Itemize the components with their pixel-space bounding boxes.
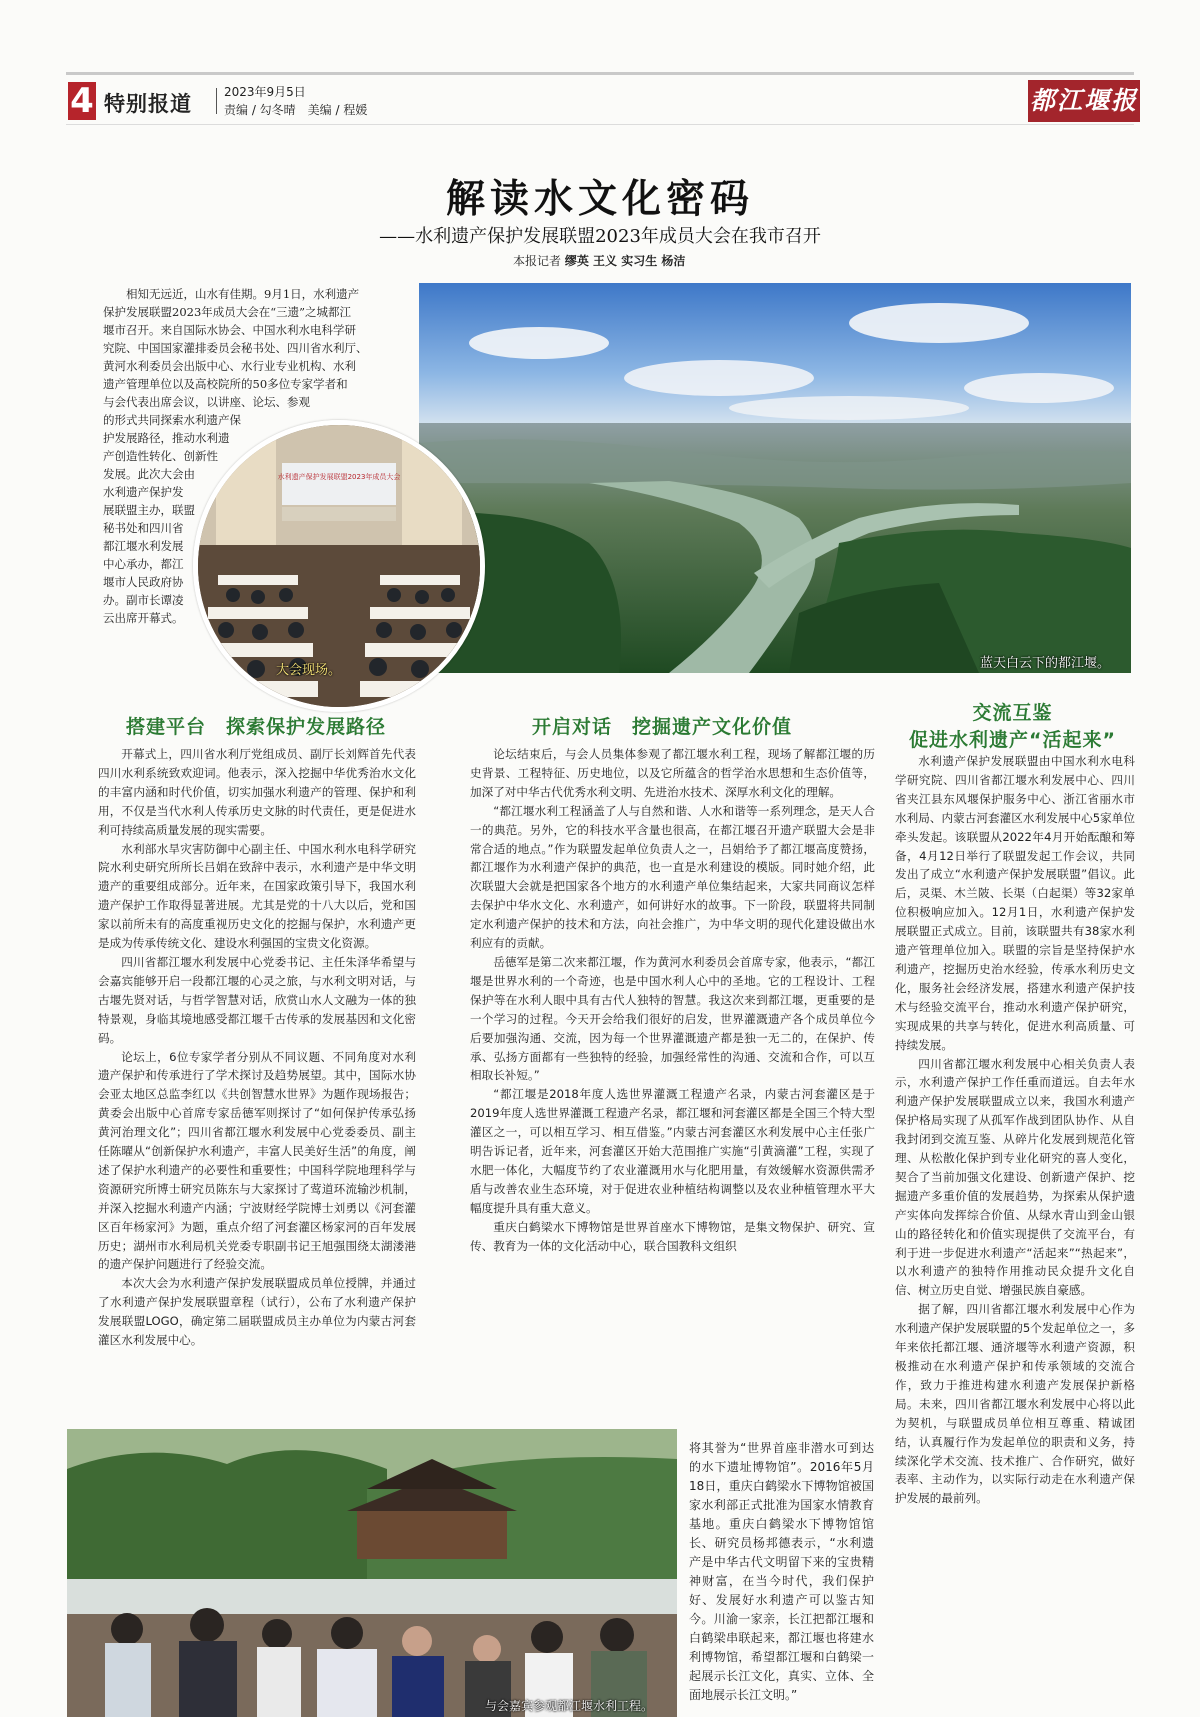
- intro-line: 究院、中国国家灌排委员会秘书处、四川省水利厅、: [103, 341, 368, 355]
- paragraph: 岳德军是第二次来都江堰，作为黄河水利委员会首席专家，他表示，“都江堰是世界水利的一个奇迹，也是中国水利人心中的圣地。它的工程设计、工程保护等在水利人眼中具有古代人独特的智慧。我这次来到都江堰，更重要的是一个学习的过程。今天开会给我们很好的启发，世界灌溉遗产各个成员单位今后要加强沟通、交流，因为每一个世界灌溉遗产都是独一无二的，在保护、传承、弘扬方面都有一些独特的经验，加强经常性的沟通、交流和合作，可以互相取长补短。”: [470, 954, 875, 1083]
- paragraph: 本次大会为水利遗产保护发展联盟成员单位授牌，并通过了水利遗产保护发展联盟章程（试行），公布了水利遗产保护发展联盟LOGO，确定第二届联盟成员主办单位为内蒙古河套灌区水利发展中心。: [98, 1276, 416, 1348]
- paragraph: 四川省都江堰水利发展中心相关负责人表示，水利遗产保护工作任重而道远。自去年水利遗产保护发展联盟成立以来，我国水利遗产保护格局实现了从孤军作战到团队协作、从自我封闭到交流互鉴、从碎片化发展到规范化管理、从松散化保护到专业化研究的喜人变化，契合了当前加强文化建设、创新遗产保护、挖掘遗产多重价值的发展趋势，为探索从保护遗产实体向发挥综合价值、从绿水青山到金山银山的路径转化和价值实现提供了交流平台，有利于进一步促进水利遗产“活起来”“热起来”，以水利遗产的独特作用推动民众提升文化自信、树立历史自觉、增强民族自豪感。: [895, 1056, 1135, 1298]
- intro-line: 水利遗产保护发: [103, 485, 184, 499]
- column-1-body: [98, 745, 416, 1350]
- intro-line: 堰市人民政府协: [103, 575, 184, 589]
- column-3-heading-line1: 交流互鉴: [972, 702, 1053, 724]
- paragraph: 将其誉为“世界首座非潜水可到达的水下遗址博物馆”。2016年5月18日，重庆白鹤梁水下博物馆被国家水利部正式批准为国家水情教育基地。重庆白鹤梁水下博物馆馆长、研究员杨邦德表示，“水利遗产是中华古代文明留下来的宝贵精神财富，在当今时代，我们保护好、发展好水利遗产可以鉴古知今。川渝一家亲，长江把都江堰和白鹤梁串联起来，都江堰也将建水利博物馆，希望都江堰和白鹤梁一起展示长江文化，真实、立体、全面地展示长江文明。”: [689, 1441, 874, 1702]
- page-number-badge: 4: [68, 82, 96, 120]
- paragraph: 水利遗产保护发展联盟由中国水利水电科学研究院、四川省都江堰水利发展中心、四川省夹江县东风堰保护服务中心、浙江省丽水市水利局、内蒙古河套灌区水利发展中心5家单位牵头发起。该联盟从2022年4月开始酝酿和筹备，4月12日举行了联盟发起工作会议，共同发出了成立“水利遗产保护发展联盟”倡议。此后，灵渠、木兰陂、长渠（白起渠）等32家单位积极响应加入。12月1日，水利遗产保护发展联盟正式成立。目前，该联盟共有38家水利遗产管理单位加入。联盟的宗旨是坚持保护水利遗产，挖掘历史治水经验，传承水利历史文化，服务社会经济发展，搭建水利遗产保护技术与经验交流平台，推动水利遗产保护研究，实现成果的共享与转化，促进水利高质量、可持续发展。: [895, 754, 1135, 1052]
- byline-names: 缪英 王义 实习生 杨洁: [564, 254, 686, 268]
- intro-line: 发展。此次大会由: [103, 467, 195, 481]
- intro-line: 护发展路径，推动水利遗: [103, 431, 230, 445]
- header-divider: [216, 88, 217, 114]
- column-2-body: [470, 745, 875, 1255]
- intro-line: 堰市召开。来自国际水协会、中国水利水电科学研: [103, 323, 356, 337]
- intro-line: 都江堰水利发展: [103, 539, 184, 553]
- intro-line: 秘书处和四川省: [103, 521, 184, 535]
- section-name: 特别报道: [104, 92, 192, 116]
- aerial-photo-caption: 蓝天白云下的都江堰。: [980, 656, 1111, 671]
- editors-credit: 责编 / 勾冬晴 美编 / 程媛: [224, 103, 368, 117]
- paragraph: 水利部水旱灾害防御中心副主任、中国水利水电科学研究院水利史研究所所长吕娟在致辞中表示，水利遗产是中华文明遗产的重要组成部分。近年来，在国家政策引导下，我国水利遗产保护工作取得显著进展。尤其是党的十八大以后，党和国家以前所未有的高度重视历史文化的挖掘与保护，水利遗产更是成为传承传统文化、建设水利强国的宝贵文化资源。: [98, 841, 416, 951]
- column-3-heading: [890, 698, 1135, 752]
- intro-line: 产创造性转化、创新性: [103, 449, 218, 463]
- visit-photo-caption: 与会嘉宾参观都江堰水利工程。: [485, 1699, 654, 1713]
- article-title: 解读水文化密码: [445, 176, 754, 222]
- column-1-heading: 搭建平台 探索保护发展路径: [125, 716, 386, 738]
- column-3-body: [895, 752, 1135, 1508]
- intro-line: 与会代表出席会议，以讲座、论坛、参观: [103, 395, 310, 409]
- newspaper-logo: 都江堰报: [1028, 80, 1140, 122]
- article-subtitle: ——水利遗产保护发展联盟2023年成员大会在我市召开: [379, 226, 821, 247]
- intro-line: 云出席开幕式。: [103, 611, 184, 625]
- intro-line: 展联盟主办，联盟: [103, 503, 195, 517]
- intro-line: 办。副市长谭凌: [103, 593, 184, 607]
- intro-line: 相知无远近，山水有佳期。9月1日，水利遗产: [103, 287, 360, 301]
- byline: [513, 252, 685, 269]
- intro-line: 中心承办，都江: [103, 557, 184, 571]
- intro-line: 黄河水利委员会出版中心、水行业专业机构、水利: [103, 359, 356, 373]
- column-2-continuation: [689, 1439, 874, 1705]
- column-2-heading: 开启对话 挖掘遗产文化价值: [531, 716, 792, 738]
- paragraph: “都江堰是2018年度人选世界灌溉工程遗产名录，内蒙古河套灌区是于2019年度人选世界灌溉工程遗产名录，都江堰和河套灌区都是全国三个特大型灌区之一，可以相互学习、相互借鉴。”内蒙古河套灌区水利发展中心主任张广明告诉记者，近年来，河套灌区开始大范围推广实施“引黄滴灌”工程，实现了水肥一体化，大幅度节约了农业灌溉用水与化肥用量，有效缓解水资源供需矛盾与改善农业生态环境，对于促进农业种植结构调整以及农业种植管理水平大幅度提升具有重大意义。: [470, 1087, 875, 1215]
- paragraph: 论坛上，6位专家学者分别从不同议题、不同角度对水利遗产保护和传承进行了学术探讨及趋势展望。其中，国际水协会亚太地区总监李红以《共创智慧水世界》为题作现场报告；黄委会出版中心首席专家岳德军则探讨了“如何保护传承弘扬黄河治理文化”；四川省都江堰水利发展中心党委委员、副主任陈曜从“创新保护水利遗产，丰富人民美好生活”的角度，阐述了保护水利遗产的必要性和重要性；中国科学院地理科学与资源研究所博士研究员陈东与大家探讨了莺道环流输沙机制，并深入挖掘水利遗产内涵；宁波财经学院博士刘勇以《河套灌区百年杨家河》为题，重点介绍了河套灌区杨家河的百年发展历史；湖州市水利局机关党委专职副书记王旭强围绕太湖溇港的遗产保护问题进行了经验交流。: [98, 1049, 416, 1272]
- paragraph: “都江堰水利工程涵盖了人与自然和谐、人水和谐等一系列理念，是天人合一的典范。另外，它的科技水平含量也很高，在都江堰召开遗产联盟大会是非常合适的地点。”作为联盟发起单位负责人之一，吕娟给予了都江堰高度赞扬，都江堰作为水利遗产保护的典范，也一直是水利建设的模版。同时她介绍，此次联盟大会就是把国家各个地方的水利遗产单位集结起来，大家共同商议怎样去保护中华水文化、水利遗产，如何讲好水的故事。下一阶段，联盟将共同制定水利遗产保护的技术和方法，向社会推广，为中华文明的现代化建设做出水利应有的贡献。: [470, 803, 875, 951]
- column-3-heading-line2: 促进水利遗产“活起来”: [909, 729, 1116, 751]
- header-top-rule: [66, 72, 1134, 75]
- visit-photo: [67, 1429, 677, 1717]
- paragraph: 重庆白鹤梁水下博物馆是世界首座水下博物馆，是集文物保护、研究、宣传、教育为一体的文化活动中心，联合国教科文组织: [470, 1219, 875, 1253]
- meeting-banner-text: 水利遗产保护发展联盟2023年成员大会: [277, 473, 401, 481]
- paragraph: 论坛结束后，与会人员集体参观了都江堰水利工程，现场了解都江堰的历史背景、工程特征、历史地位，以及它所蕴含的哲学治水思想和生态价值等，加深了对中华古代优秀水利文明、先进治水技术、深厚水利文化的理解。: [470, 747, 875, 799]
- meeting-photo-caption: 大会现场。: [276, 663, 342, 678]
- intro-line: 保护发展联盟2023年成员大会在“三遗”之城都江: [103, 305, 352, 319]
- issue-date: 2023年9月5日: [224, 85, 306, 99]
- intro-line: 的形式共同探索水利遗产保: [103, 413, 241, 427]
- aerial-photo: [419, 283, 1131, 673]
- paragraph: 开幕式上，四川省水利厅党组成员、副厅长刘辉首先代表四川水利系统致欢迎词。他表示，深入挖掘中华优秀治水文化的丰富内涵和时代价值，切实加强水利遗产的管理、保护和利用，不仅是当代水利人传承历史文脉的时代责任，更是促进水利可持续高质量发展的现实需要。: [98, 747, 416, 837]
- paragraph: 据了解，四川省都江堰水利发展中心作为水利遗产保护发展联盟的5个发起单位之一，多年来依托都江堰、通济堰等水利遗产资源，积极推动在水利遗产保护和传承领域的交流合作，致力于推进构建水利遗产发展保护新格局。未来，四川省都江堰水利发展中心将以此为契机，与联盟成员单位相互尊重、精诚团结，认真履行作为发起单位的职责和义务，持续深化学术交流、技术推广、合作研究，做好表率、主动作为，以实际行动走在水利遗产保护发展的最前列。: [895, 1302, 1135, 1506]
- byline-prefix: 本报记者: [513, 254, 562, 268]
- intro-line: 遗产管理单位以及高校院所的50多位专家学者和: [103, 377, 348, 391]
- paragraph: 四川省都江堰水利发展中心党委书记、主任朱泽华希望与会嘉宾能够开启一段都江堰的心灵之旅，与水利文明对话，与古堰先贤对话，与哲学智慧对话，欣赏山水人文融为一体的独特景观，身临其境地感受都江堰千古传承的发展基因和文化密码。: [98, 954, 416, 1045]
- header-bottom-rule: [66, 124, 1134, 125]
